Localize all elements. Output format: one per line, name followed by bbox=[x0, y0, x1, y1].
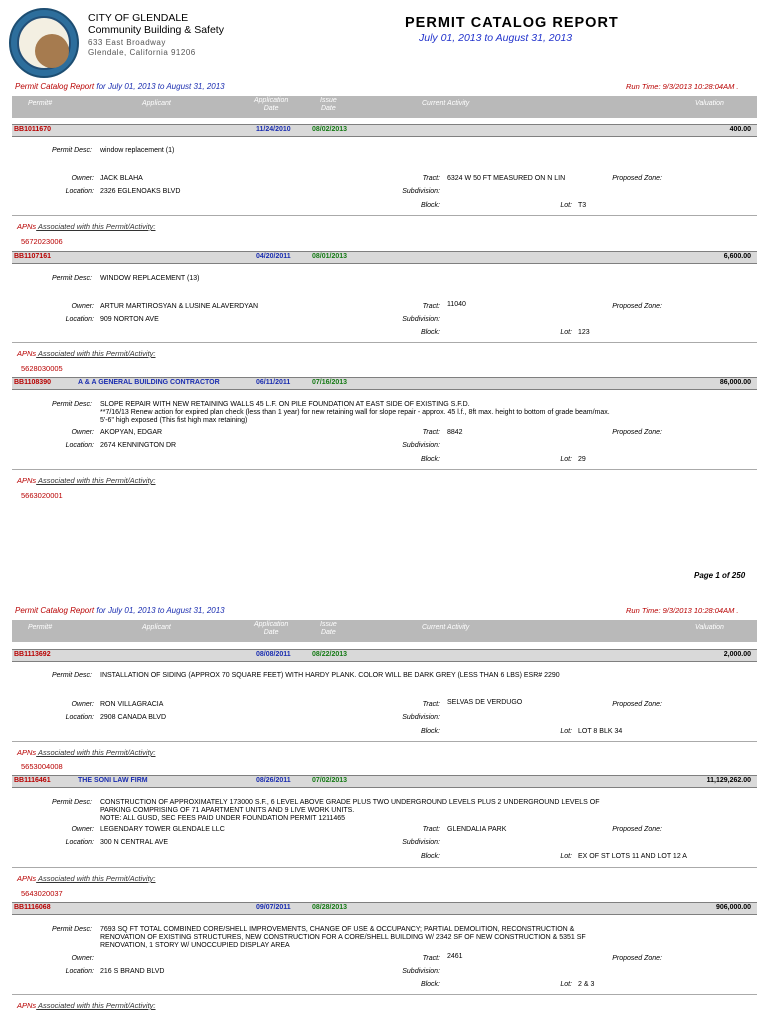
lot-label: Lot: bbox=[560, 853, 572, 860]
subdivision-label: Subdivision: bbox=[402, 714, 440, 721]
desc-label: Permit Desc: bbox=[51, 147, 92, 154]
owner-value: AKOPYAN, EDGAR bbox=[100, 429, 163, 436]
permit-desc: SLOPE REPAIR WITH NEW RETAINING WALLS 45 L.F. ON PILE FOUNDATION AT EAST SIDE OF EXISTING S.F.D. **7/16/13 Renew action for expired plan check (less than 1 year) for new retaining wall for slope repair - approx. 45 l.f., 8ft max. height to bottom of grade beam/max. 5'-6" high exposed (This fist high max retaining) bbox=[100, 401, 610, 424]
run-time: Run Time: 9/3/2013 10:28:04AM . bbox=[626, 606, 739, 615]
location-label: Location: bbox=[65, 442, 94, 449]
permit-number: BB1108390 bbox=[14, 379, 51, 386]
permit-row bbox=[12, 251, 757, 264]
permit-desc: INSTALLATION OF SIDING (APPROX 70 SQUARE FEET) WITH HARDY PLANK. COLOR WILL BE DARK GREY (LESS THAN 6 LBS) ESR# 2290 bbox=[100, 672, 560, 679]
city-seal-icon bbox=[9, 8, 79, 78]
subdivision-label: Subdivision: bbox=[402, 442, 440, 449]
location-label: Location: bbox=[65, 968, 94, 975]
lot-value: EX OF ST LOTS 11 AND LOT 12 A bbox=[578, 853, 687, 860]
zone-label: Proposed Zone: bbox=[612, 826, 662, 833]
apn-label: APNs Associated with this Permit/Activity: bbox=[17, 349, 156, 358]
permit-number: BB1011670 bbox=[14, 126, 51, 133]
tract-label: Tract: bbox=[422, 175, 440, 182]
dept-name: Community Building & Safety bbox=[88, 24, 224, 36]
permit-desc: WINDOW REPLACEMENT (13) bbox=[100, 275, 200, 282]
col-issue-date: Issue Date bbox=[320, 97, 337, 112]
permit-valuation: 6,600.00 bbox=[723, 253, 751, 260]
lot-value: 2 & 3 bbox=[578, 981, 595, 988]
address-line-1: 633 East Broadway bbox=[88, 38, 166, 47]
permit-issue-date: 08/02/2013 bbox=[312, 126, 348, 133]
location-label: Location: bbox=[65, 714, 94, 721]
run-time: Run Time: 9/3/2013 10:28:04AM . bbox=[626, 82, 739, 91]
permit-issue-date: 08/01/2013 bbox=[312, 253, 348, 260]
report-date-range: July 01, 2013 to August 31, 2013 bbox=[419, 32, 573, 44]
separator bbox=[12, 469, 757, 470]
location-label: Location: bbox=[65, 839, 94, 846]
owner-label: Owner: bbox=[71, 955, 94, 962]
separator bbox=[12, 215, 757, 216]
owner-label: Owner: bbox=[71, 175, 94, 182]
lot-value: T3 bbox=[578, 202, 587, 209]
col-applicant: Applicant bbox=[142, 100, 171, 107]
permit-desc: CONSTRUCTION OF APPROXIMATELY 173000 S.F., 6 LEVEL ABOVE GRADE PLUS TWO UNDERGROUND LEVELS PLUS 2 UNDERGROUND LEVELS OF PARKING COMPRISING OF 71 APARTMENT UNITS AND 9 LIVE WORK UNITS. NOTE: ALL GUSD, SEC FEES PAID UNDER FOUNDATION PERMIT 1211465 bbox=[100, 799, 600, 822]
subdivision-label: Subdivision: bbox=[402, 188, 440, 195]
apn-value: 5643020037 bbox=[21, 889, 63, 898]
col-activity: Current Activity bbox=[422, 624, 470, 631]
permit-valuation: 11,129,262.00 bbox=[706, 777, 751, 784]
col-applicant: Applicant bbox=[142, 624, 171, 631]
col-permit: Permit# bbox=[28, 624, 53, 631]
org-name: CITY OF GLENDALE bbox=[88, 12, 189, 24]
block-label: Block: bbox=[420, 456, 440, 463]
tract-value: 2461 bbox=[447, 953, 463, 960]
zone-label: Proposed Zone: bbox=[612, 429, 662, 436]
desc-label: Permit Desc: bbox=[51, 275, 92, 282]
permit-applicant: A & A GENERAL BUILDING CONTRACTOR bbox=[78, 379, 220, 386]
permit-issue-date: 07/02/2013 bbox=[312, 777, 348, 784]
separator bbox=[12, 342, 757, 343]
location-value: 2674 KENNINGTON DR bbox=[100, 442, 177, 449]
lot-value: 29 bbox=[578, 456, 586, 463]
column-header-bar bbox=[12, 620, 757, 642]
col-app-date: Application Date bbox=[254, 621, 289, 636]
tract-label: Tract: bbox=[422, 429, 440, 436]
col-valuation: Valuation bbox=[695, 624, 724, 631]
permit-desc: 7693 SQ FT TOTAL COMBINED CORE/SHELL IMPROVEMENTS, CHANGE OF USE & OCCUPANCY; PARTIAL DEMOLITION, RECONSTRUCTION & RENOVATION OF EXISTING STRUCTURES, NEW CONSTRUCTION FOR A CORE/SHELL BUILDING W/ 2342 SF OF NEW CONSTRUCTION & 5351 SF RENOVATION, 1 STORY W/ UNOCCUPIED DISPLAY AREA bbox=[100, 926, 586, 949]
apn-value: 5653004008 bbox=[21, 762, 63, 771]
separator bbox=[12, 741, 757, 742]
page-header-label: Permit Catalog Report for July 01, 2013 to August 31, 2013 bbox=[15, 606, 225, 615]
tract-value: 11040 bbox=[447, 301, 466, 308]
permit-desc: window replacement (1) bbox=[100, 147, 175, 154]
permit-number: BB1116068 bbox=[14, 904, 51, 911]
lot-value: LOT 8 BLK 34 bbox=[578, 728, 623, 735]
permit-valuation: 86,000.00 bbox=[719, 379, 751, 386]
permit-number: BB1113692 bbox=[14, 651, 51, 658]
desc-label: Permit Desc: bbox=[51, 672, 92, 679]
permit-issue-date: 08/22/2013 bbox=[312, 651, 348, 658]
lot-label: Lot: bbox=[560, 456, 572, 463]
owner-value: RON VILLAGRACIA bbox=[100, 701, 164, 708]
owner-label: Owner: bbox=[71, 429, 94, 436]
location-value: 2326 EGLENOAKS BLVD bbox=[100, 188, 181, 195]
permit-number: BB1107161 bbox=[14, 253, 51, 260]
permit-issue-date: 08/28/2013 bbox=[312, 904, 348, 911]
tract-value: GLENDALIA PARK bbox=[447, 826, 507, 833]
separator bbox=[12, 867, 757, 868]
lot-label: Lot: bbox=[560, 981, 572, 988]
block-label: Block: bbox=[420, 202, 440, 209]
lot-label: Lot: bbox=[560, 329, 572, 336]
tract-value: 6324 W 50 FT MEASURED ON N LIN bbox=[447, 175, 566, 182]
location-value: 909 NORTON AVE bbox=[100, 316, 159, 323]
page-number: Page 1 of 250 bbox=[694, 571, 746, 580]
apn-label: APNs Associated with this Permit/Activity: bbox=[17, 222, 156, 231]
column-header-bar bbox=[12, 96, 757, 118]
tract-label: Tract: bbox=[422, 955, 440, 962]
col-activity: Current Activity bbox=[422, 100, 470, 107]
tract-label: Tract: bbox=[422, 826, 440, 833]
tract-value: SELVAS DE VERDUGO bbox=[447, 699, 523, 706]
permit-row bbox=[12, 377, 757, 390]
zone-label: Proposed Zone: bbox=[612, 175, 662, 182]
permit-valuation: 2,000.00 bbox=[723, 651, 751, 658]
permit-issue-date: 07/16/2013 bbox=[312, 379, 348, 386]
apn-value: 5663020001 bbox=[21, 491, 63, 500]
block-label: Block: bbox=[420, 329, 440, 336]
tract-label: Tract: bbox=[422, 303, 440, 310]
location-value: 2908 CANADA BLVD bbox=[100, 714, 167, 721]
apn-label: APNs Associated with this Permit/Activity: bbox=[17, 476, 156, 485]
permit-row bbox=[12, 902, 757, 915]
permit-valuation: 400.00 bbox=[729, 126, 751, 133]
block-label: Block: bbox=[420, 853, 440, 860]
owner-label: Owner: bbox=[71, 303, 94, 310]
block-label: Block: bbox=[420, 981, 440, 988]
tract-label: Tract: bbox=[422, 701, 440, 708]
permit-app-date: 11/24/2010 bbox=[256, 126, 291, 133]
separator bbox=[12, 994, 757, 995]
owner-value: JACK BLAHA bbox=[100, 175, 143, 182]
zone-label: Proposed Zone: bbox=[612, 955, 662, 962]
desc-label: Permit Desc: bbox=[51, 799, 92, 806]
col-app-date: Application Date bbox=[254, 97, 289, 112]
apn-label: APNs Associated with this Permit/Activity: bbox=[17, 874, 156, 883]
lot-label: Lot: bbox=[560, 728, 572, 735]
subdivision-label: Subdivision: bbox=[402, 968, 440, 975]
permit-row bbox=[12, 124, 757, 137]
owner-label: Owner: bbox=[71, 826, 94, 833]
col-valuation: Valuation bbox=[695, 100, 724, 107]
permit-app-date: 06/11/2011 bbox=[256, 379, 291, 386]
location-value: 300 N CENTRAL AVE bbox=[100, 839, 169, 846]
owner-value: LEGENDARY TOWER GLENDALE LLC bbox=[100, 826, 225, 833]
permit-app-date: 08/26/2011 bbox=[256, 777, 291, 784]
col-permit: Permit# bbox=[28, 100, 53, 107]
address-line-2: Glendale, California 91206 bbox=[88, 48, 196, 57]
apn-value: 5672023006 bbox=[21, 237, 63, 246]
permit-app-date: 04/20/2011 bbox=[256, 253, 291, 260]
zone-label: Proposed Zone: bbox=[612, 701, 662, 708]
subdivision-label: Subdivision: bbox=[402, 839, 440, 846]
tract-value: 8842 bbox=[447, 429, 463, 436]
desc-label: Permit Desc: bbox=[51, 401, 92, 408]
permit-valuation: 906,000.00 bbox=[715, 904, 751, 911]
apn-value: 5628030005 bbox=[21, 364, 63, 373]
owner-label: Owner: bbox=[71, 701, 94, 708]
apn-label: APNs Associated with this Permit/Activity: bbox=[17, 748, 156, 757]
col-issue-date: Issue Date bbox=[320, 621, 337, 636]
desc-label: Permit Desc: bbox=[51, 926, 92, 933]
owner-value: ARTUR MARTIROSYAN & LUSINE ALAVERDYAN bbox=[100, 303, 259, 310]
permit-row bbox=[12, 649, 757, 662]
report-title: PERMIT CATALOG REPORT bbox=[405, 15, 619, 31]
lot-value: 123 bbox=[578, 329, 590, 336]
subdivision-label: Subdivision: bbox=[402, 316, 440, 323]
block-label: Block: bbox=[420, 728, 440, 735]
apn-label: APNs Associated with this Permit/Activity: bbox=[17, 1001, 156, 1010]
page-header-label: Permit Catalog Report for July 01, 2013 to August 31, 2013 bbox=[15, 82, 225, 91]
permit-app-date: 08/08/2011 bbox=[256, 651, 291, 658]
permit-row bbox=[12, 775, 757, 788]
lot-label: Lot: bbox=[560, 202, 572, 209]
zone-label: Proposed Zone: bbox=[612, 303, 662, 310]
location-label: Location: bbox=[65, 188, 94, 195]
permit-applicant: THE SONI LAW FIRM bbox=[78, 777, 148, 784]
permit-app-date: 09/07/2011 bbox=[256, 904, 291, 911]
permit-number: BB1116461 bbox=[14, 777, 51, 784]
location-value: 216 S BRAND BLVD bbox=[100, 968, 165, 975]
location-label: Location: bbox=[65, 316, 94, 323]
